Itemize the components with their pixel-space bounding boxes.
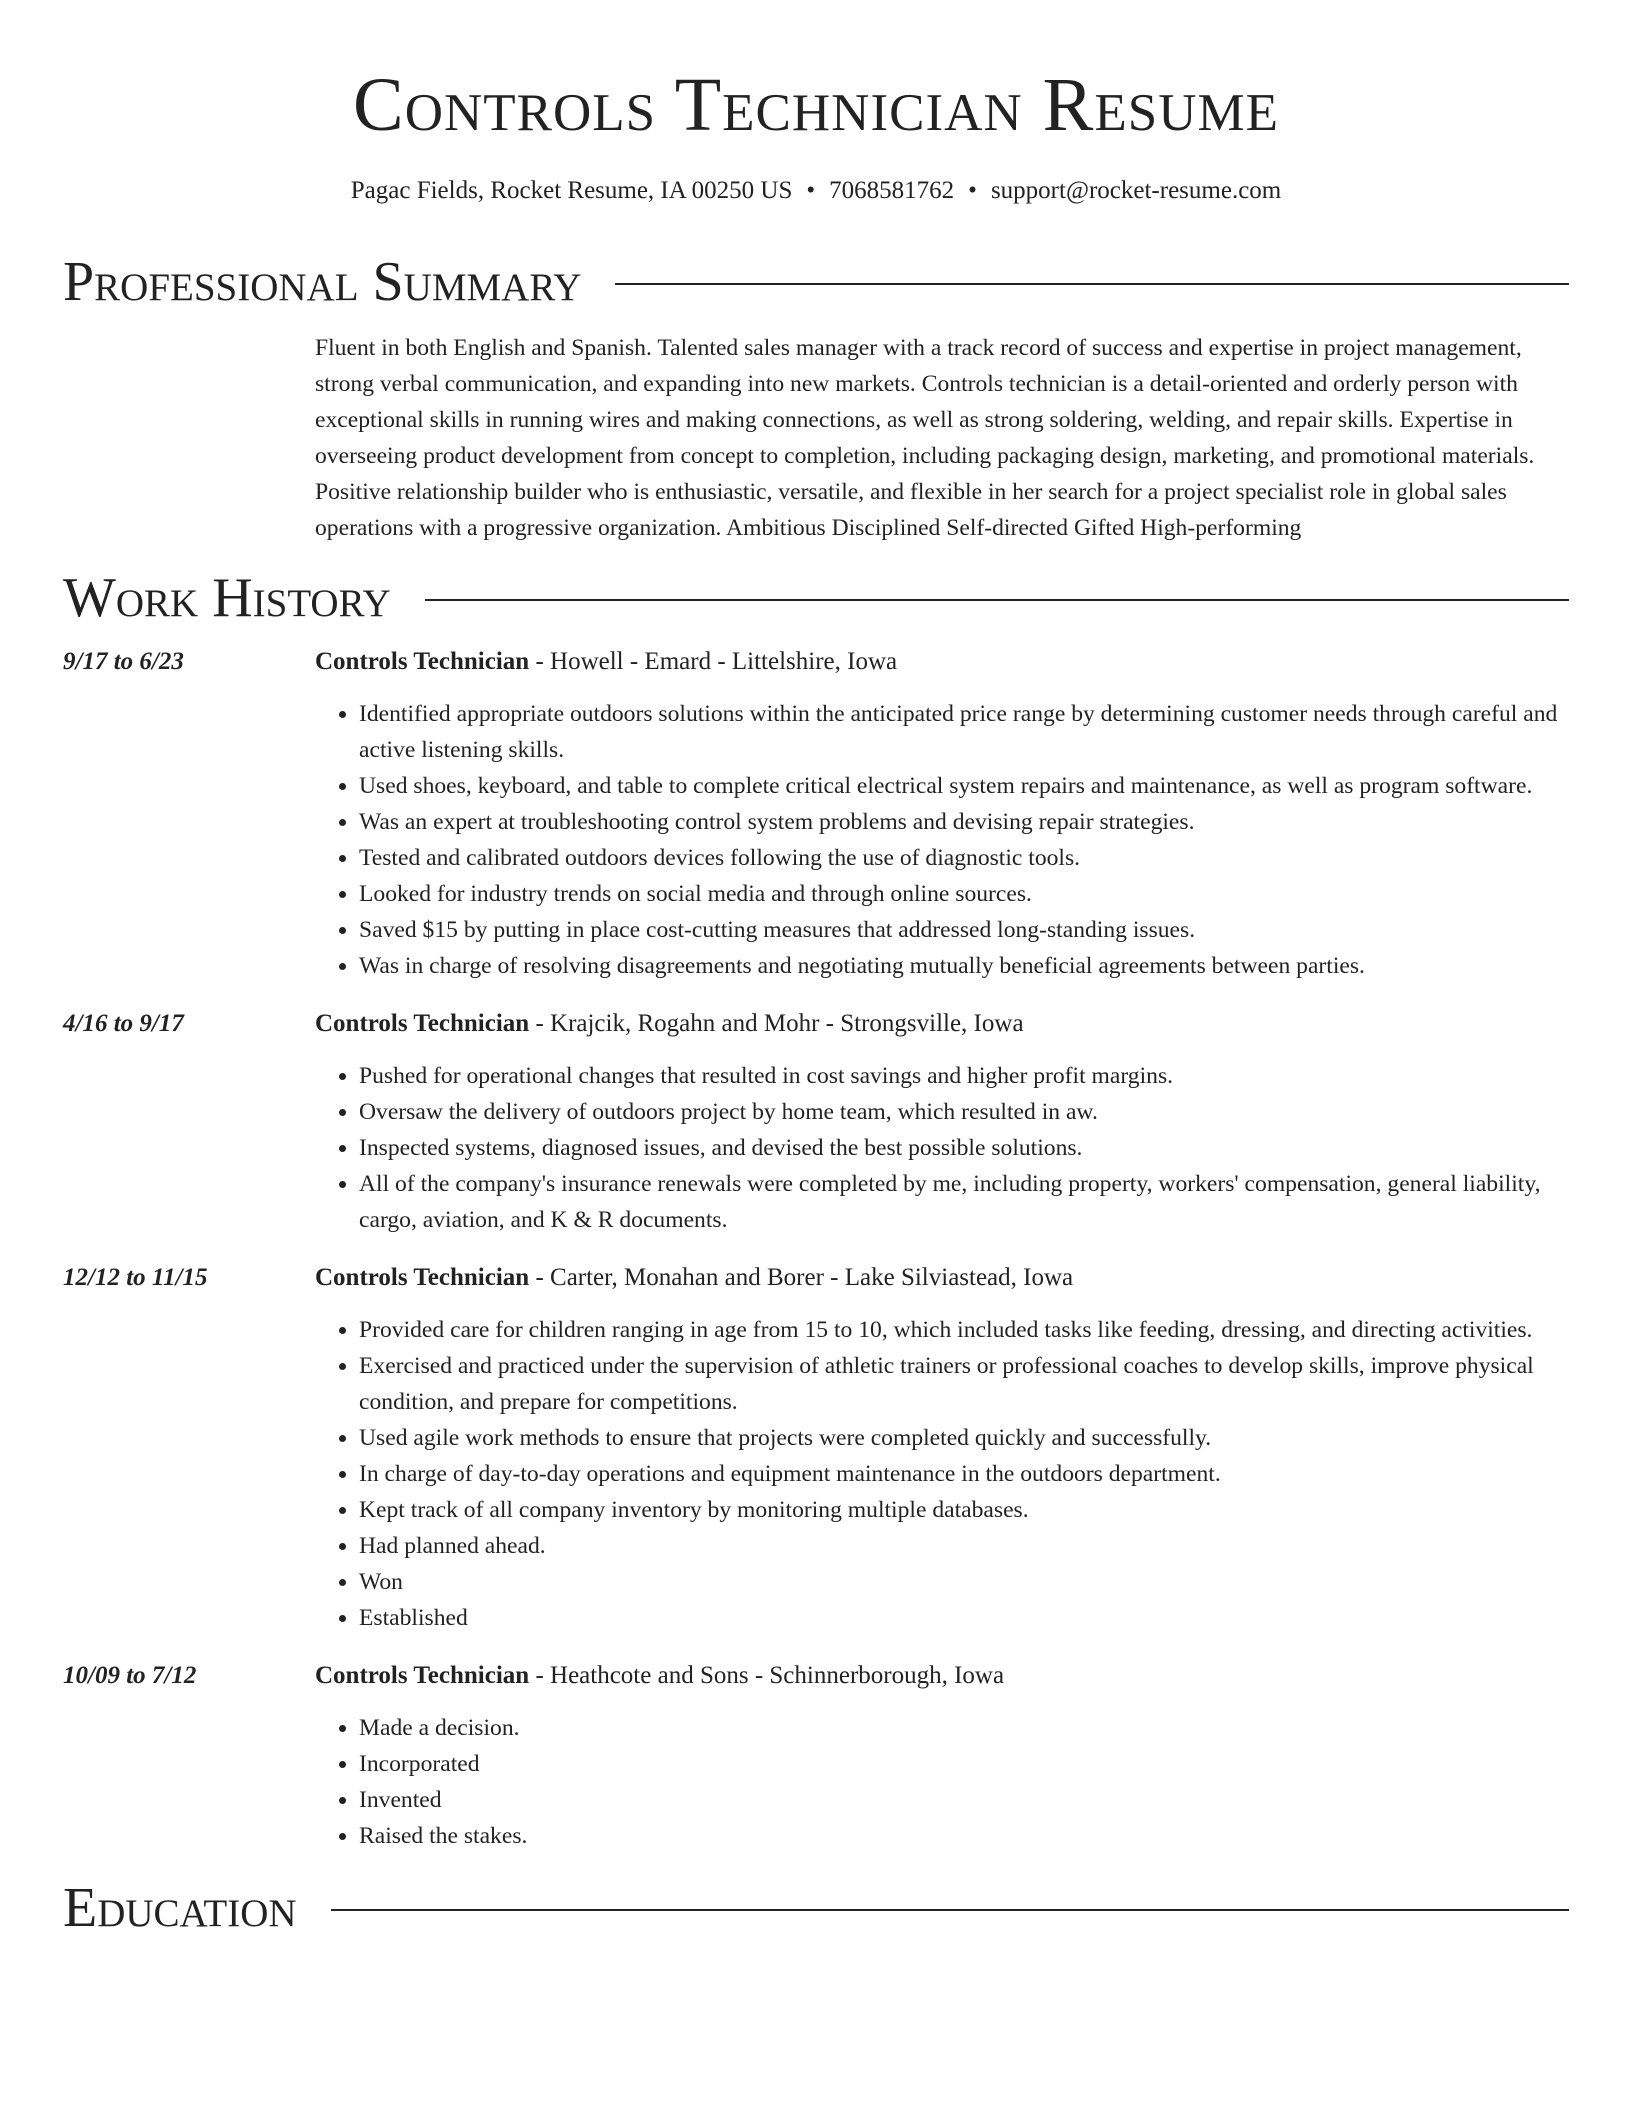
job-title-line (315, 644, 897, 680)
job-bullet: • Won (359, 1564, 1569, 1600)
job-bullets (315, 1710, 1569, 1854)
job-dates: 10/09 to 7/12 (63, 1662, 197, 1689)
job-dates: 4/16 to 9/17 (63, 1010, 184, 1037)
job-employer: - Krajcik, Rogahn and Mohr - Strongsville, Iowa (529, 1010, 1024, 1037)
job-title: Controls Technician (315, 648, 530, 675)
job-bullets (315, 696, 1569, 984)
job-header (63, 644, 1569, 680)
contact-address: Pagac Fields, Rocket Resume, IA 00250 US (350, 177, 793, 204)
job-bullet: • Invented (359, 1782, 1569, 1818)
section-header-work-history (63, 566, 1569, 630)
job-bullet: • Used agile work methods to ensure that projects were completed quickly and successfully. (359, 1420, 1569, 1456)
job-title-line (315, 1006, 1024, 1042)
section-header-education (63, 1876, 1569, 1940)
section-title-education: Education (63, 1877, 297, 1939)
job-entry (63, 644, 1569, 984)
job-header (63, 1006, 1569, 1042)
job-bullet: • Had planned ahead. (359, 1528, 1569, 1564)
job-bullet: • Kept track of all company inventory by monitoring multiple databases. (359, 1492, 1569, 1528)
job-bullet: • Used shoes, keyboard, and table to complete critical electrical system repairs and maintenance, as well as program software. (359, 768, 1569, 804)
job-entry (63, 1260, 1569, 1636)
job-bullet: • Oversaw the delivery of outdoors project by home team, which resulted in aw. (359, 1094, 1569, 1130)
job-employer: - Carter, Monahan and Borer - Lake Silviastead, Iowa (529, 1264, 1074, 1291)
job-bullet: • Was an expert at troubleshooting control system problems and devising repair strategies. (359, 804, 1569, 840)
job-bullet: • Was in charge of resolving disagreements and negotiating mutually beneficial agreements between parties. (359, 948, 1569, 984)
job-bullet: • Made a decision. (359, 1710, 1569, 1746)
job-employer: - Heathcote and Sons - Schinnerborough, Iowa (529, 1662, 1005, 1689)
section-title-work-history: Work History (63, 567, 391, 629)
job-bullet: • Established (359, 1600, 1569, 1636)
job-entry (63, 1658, 1569, 1854)
job-title: Controls Technician (315, 1010, 530, 1037)
contact-line (63, 174, 1569, 208)
contact-email: support@rocket-resume.com (990, 177, 1282, 204)
job-title-line (315, 1260, 1073, 1296)
section-header-summary (63, 250, 1569, 314)
job-dates: 9/17 to 6/23 (63, 648, 184, 675)
job-header (63, 1658, 1569, 1694)
section-divider (615, 283, 1569, 285)
contact-phone: 7068581762 (829, 177, 955, 204)
resume-title: Controls Technician Resume (353, 63, 1279, 147)
job-bullet: • In charge of day-to-day operations and equipment maintenance in the outdoors department. (359, 1456, 1569, 1492)
job-bullet: • Looked for industry trends on social media and through online sources. (359, 876, 1569, 912)
job-bullet: • Tested and calibrated outdoors devices following the use of diagnostic tools. (359, 840, 1569, 876)
job-title-line (315, 1658, 1004, 1694)
job-employer: - Howell - Emard - Littelshire, Iowa (529, 648, 898, 675)
section-title-summary: Professional Summary (63, 251, 582, 313)
work-history-list (63, 644, 1569, 1854)
job-entry (63, 1006, 1569, 1238)
job-title: Controls Technician (315, 1662, 530, 1689)
job-bullet: • Pushed for operational changes that resulted in cost savings and higher profit margins. (359, 1058, 1569, 1094)
job-bullet: • Incorporated (359, 1746, 1569, 1782)
job-title: Controls Technician (315, 1264, 530, 1291)
job-bullet: • Provided care for children ranging in age from 15 to 10, which included tasks like feeding, dressing, and directing activities. (359, 1312, 1569, 1348)
job-bullet: • Exercised and practiced under the supervision of athletic trainers or professional coaches to develop skills, improve physical condition, and prepare for competitions. (359, 1348, 1569, 1420)
job-bullets (315, 1312, 1569, 1636)
contact-separator: • (806, 177, 816, 204)
contact-separator: • (968, 177, 977, 204)
summary-text: Fluent in both English and Spanish. Talented sales manager with a track record of success and expertise in project management, strong verbal communication, and expanding into new markets. Controls technician is a detail-oriented and orderly person with exceptional skills in running wires and making connections, as well as strong soldering, welding, and repair skills. Expertise in overseeing product development from concept to completion, including packaging design, marketing, and promotional materials. Positive relationship builder who is enthusiastic, versatile, and flexible in her search for a project specialist role in global sales operations with a progressive organization. Ambitious Disciplined Self-directed Gifted High-performing (315, 335, 1535, 541)
job-bullet: • All of the company's insurance renewals were completed by me, including property, workers' compensation, general liability, cargo, aviation, and K & R documents. (359, 1166, 1569, 1238)
job-bullet: • Saved $15 by putting in place cost-cutting measures that addressed long-standing issues. (359, 912, 1569, 948)
job-bullet: • Identified appropriate outdoors solutions within the anticipated price range by determining customer needs through careful and active listening skills. (359, 696, 1569, 768)
job-dates: 12/12 to 11/15 (63, 1264, 208, 1291)
job-bullet: • Inspected systems, diagnosed issues, and devised the best possible solutions. (359, 1130, 1569, 1166)
section-divider (331, 1909, 1569, 1911)
job-bullet: • Raised the stakes. (359, 1818, 1569, 1854)
job-bullets (315, 1058, 1569, 1238)
job-header (63, 1260, 1569, 1296)
section-divider (425, 599, 1569, 601)
